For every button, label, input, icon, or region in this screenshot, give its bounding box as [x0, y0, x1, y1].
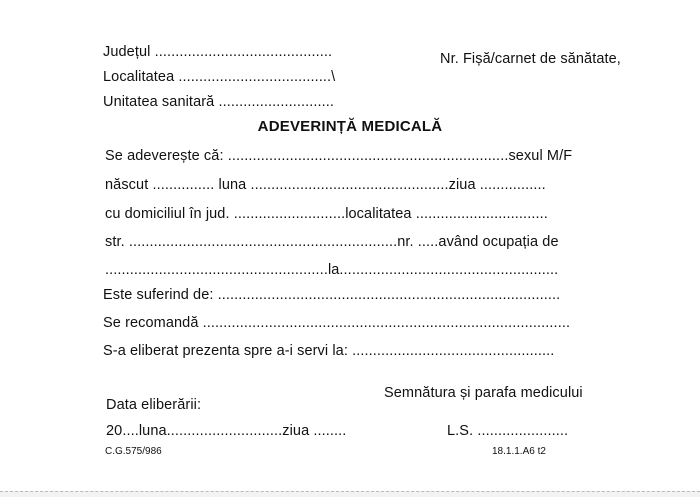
body-line-domicile: cu domiciliul în jud. ...........................localitatea ................................: [105, 206, 548, 222]
body-line-recommendation: Se recomandă .........................................................................................: [103, 315, 571, 331]
body-line-occupation: ......................................................la.....................................................: [105, 262, 559, 278]
issue-date-line: 20....luna............................ziua ........: [106, 423, 347, 439]
body-line-issued-for: S-a eliberat prezenta spre a-i servi la: .................................................: [103, 343, 555, 359]
body-line-suffering: Este suferind de: ...................................................................................: [103, 287, 561, 303]
localitatea-field: Localitatea .....................................\: [103, 69, 336, 85]
fisa-carnet-label: Nr. Fișă/carnet de sănătate,: [440, 51, 621, 67]
body-line-street: str. .................................................................nr. .....având ocupația de: [105, 234, 559, 250]
doctor-signature-label: Semnătura și parafa medicului: [384, 385, 583, 401]
judet-field: Județul ...........................................: [103, 44, 333, 60]
body-line-birth: născut ............... luna ................................................ziua ................: [105, 177, 546, 193]
form-code: C.G.575/986: [105, 446, 162, 457]
seal-line: L.S. ......................: [447, 423, 569, 439]
document-title: ADEVERINȚĂ MEDICALĂ: [257, 118, 443, 135]
unitatea-sanitara-field: Unitatea sanitară ............................: [103, 94, 335, 110]
body-line-patient: Se adeverește că: ....................................................................sexul M/F: [105, 148, 573, 164]
issue-date-label: Data eliberării:: [106, 397, 202, 413]
page-bottom-edge: [0, 491, 700, 497]
print-code: 18.1.1.A6 t2: [492, 446, 546, 457]
